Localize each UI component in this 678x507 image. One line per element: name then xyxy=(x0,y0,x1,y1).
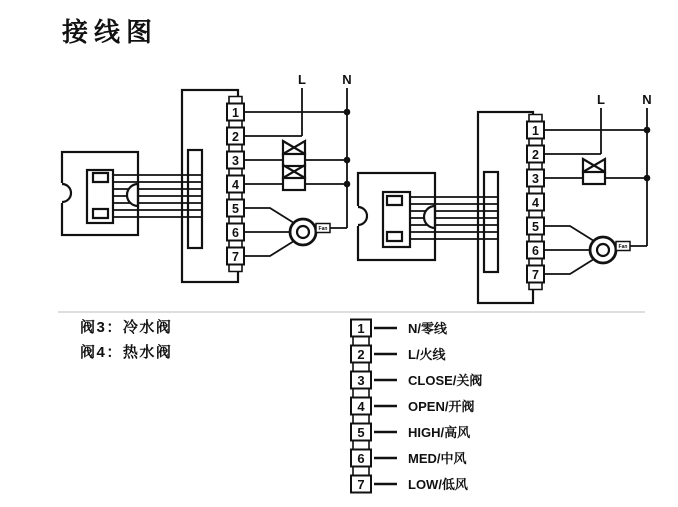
fan-icon xyxy=(590,237,647,263)
neutral-label: N xyxy=(342,72,352,87)
controller-inner-slot xyxy=(484,172,498,272)
legend-number: 5 xyxy=(357,425,365,440)
terminal-number: 1 xyxy=(232,106,239,120)
terminal-number: 3 xyxy=(532,172,539,186)
valve-note-3: 阀3：冷水阀 xyxy=(80,319,173,336)
legend-number: 2 xyxy=(357,347,365,362)
terminal-number: 1 xyxy=(532,124,539,138)
terminal-number: 4 xyxy=(532,196,539,210)
terminal-number: 7 xyxy=(232,250,239,264)
controller-inner-slot xyxy=(188,150,202,248)
live-label: L xyxy=(597,92,605,107)
legend-label: HIGH/高风 xyxy=(408,425,471,440)
legend-number: 7 xyxy=(357,477,365,492)
legend-label: N/零线 xyxy=(408,321,448,336)
plate-notch-icon xyxy=(62,184,71,202)
fan-hub xyxy=(597,244,609,256)
junction-dot xyxy=(344,109,351,116)
legend-label: L/火线 xyxy=(408,347,446,362)
fan-label: Fan xyxy=(618,244,628,250)
terminal-number: 2 xyxy=(532,148,539,162)
legend-number: 6 xyxy=(357,451,365,466)
valve-bowtie xyxy=(583,159,605,172)
terminal-number: 2 xyxy=(232,130,239,144)
left-diagram xyxy=(60,72,352,282)
legend-label: CLOSE/关阀 xyxy=(408,373,483,388)
valve-note-4: 阀4：热水阀 xyxy=(80,344,173,361)
valve-icon xyxy=(583,159,605,184)
valve-body xyxy=(283,178,305,190)
terminal-number: 4 xyxy=(232,178,239,192)
terminal-legend xyxy=(351,320,482,493)
terminal-number: 5 xyxy=(532,220,539,234)
legend-number: 4 xyxy=(357,399,365,414)
valve-icon xyxy=(283,141,305,166)
legend-dashes xyxy=(374,328,397,484)
legend-label: MED/中风 xyxy=(408,451,467,466)
fan-hub xyxy=(297,226,309,238)
junction-dot xyxy=(344,157,351,164)
junction-dot xyxy=(644,127,651,134)
fan-icon xyxy=(290,219,347,245)
terminal-number: 6 xyxy=(232,226,239,240)
fan-label: Fan xyxy=(318,226,328,232)
junction-dot xyxy=(644,175,651,182)
valve-body xyxy=(583,172,605,184)
page-title: 接线图 xyxy=(62,17,159,47)
controller-body xyxy=(478,112,533,303)
plate-notch-icon xyxy=(358,207,367,225)
legend-label: OPEN/开阀 xyxy=(408,399,475,414)
terminal-number: 6 xyxy=(532,244,539,258)
valve-bowtie xyxy=(283,141,305,154)
legend-label: LOW/低风 xyxy=(408,477,468,492)
valve-body xyxy=(283,154,305,166)
right-diagram xyxy=(356,92,652,303)
terminal-number: 5 xyxy=(232,202,239,216)
legend-number: 3 xyxy=(357,373,365,388)
live-label: L xyxy=(298,72,306,87)
junction-dot xyxy=(344,181,351,188)
neutral-label: N xyxy=(642,92,652,107)
terminal-number: 7 xyxy=(532,268,539,282)
terminal-number: 3 xyxy=(232,154,239,168)
legend-number: 1 xyxy=(357,321,365,336)
valve-icon xyxy=(283,165,305,190)
